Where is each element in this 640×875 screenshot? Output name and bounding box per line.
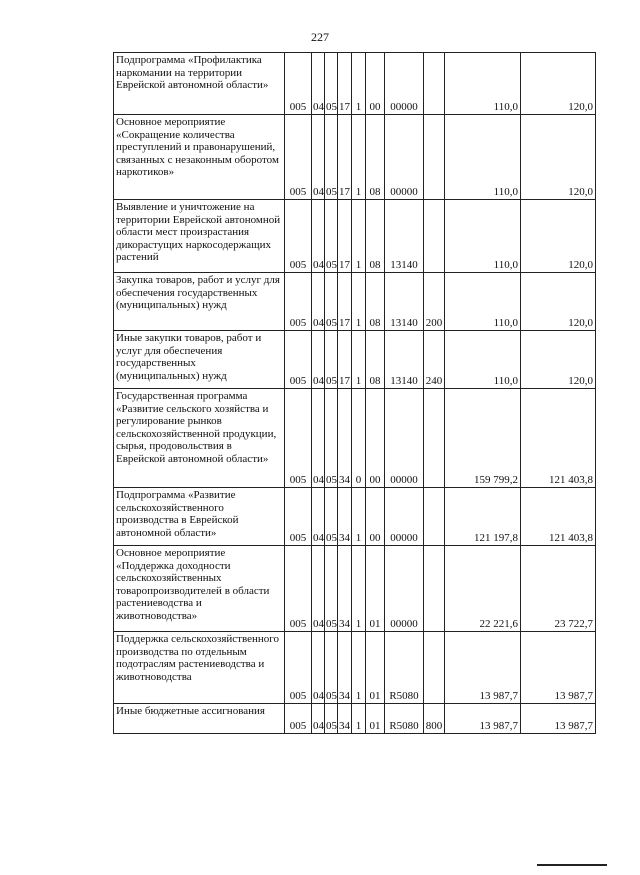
expense-code: 13140 [385, 273, 424, 331]
amount-2: 121 403,8 [521, 389, 596, 488]
program-code: 17 [338, 200, 352, 273]
row-name: Выявление и уничтожение на территории Еврейской автономной области мест произрастания дикорастущих наркосодержащих растений [114, 200, 285, 273]
ministry-code: 005 [285, 53, 312, 115]
table-row [114, 704, 596, 734]
row-name: Закупка товаров, работ и услуг для обеспечения государственных (муниципальных) нужд [114, 273, 285, 331]
section-code: 04 [312, 389, 325, 488]
row-name: Основное мероприятие «Сокращение количества преступлений и правонарушений, связанных с незаконным оборотом наркотиков» [114, 115, 285, 200]
table-row [114, 200, 596, 273]
section-code: 04 [312, 488, 325, 546]
subprogram-code: 1 [352, 273, 366, 331]
table-row [114, 115, 596, 200]
section-code: 04 [312, 704, 325, 734]
row-name: Подпрограмма «Профилактика наркомании на территории Еврейской автономной области» [114, 53, 285, 115]
direction-code: 00 [366, 53, 385, 115]
expense-code: 00000 [385, 488, 424, 546]
section-code: 04 [312, 200, 325, 273]
section-code: 04 [312, 273, 325, 331]
subsection-code: 05 [325, 273, 338, 331]
direction-code: 00 [366, 389, 385, 488]
direction-code: 08 [366, 115, 385, 200]
section-code: 04 [312, 331, 325, 389]
section-code: 04 [312, 115, 325, 200]
expense-code: 13140 [385, 200, 424, 273]
expense-type-code [424, 632, 445, 704]
program-code: 34 [338, 704, 352, 734]
subprogram-code: 1 [352, 115, 366, 200]
row-name: Основное мероприятие «Поддержка доходности сельскохозяйственных товаропроизводителей в области растениеводства и животноводства» [114, 546, 285, 632]
amount-1: 110,0 [445, 331, 521, 389]
amount-1: 110,0 [445, 273, 521, 331]
expense-type-code [424, 488, 445, 546]
ministry-code: 005 [285, 704, 312, 734]
direction-code: 01 [366, 704, 385, 734]
expense-type-code [424, 546, 445, 632]
subsection-code: 05 [325, 389, 338, 488]
program-code: 34 [338, 488, 352, 546]
program-code: 34 [338, 632, 352, 704]
ministry-code: 005 [285, 632, 312, 704]
expense-code: 00000 [385, 546, 424, 632]
ministry-code: 005 [285, 389, 312, 488]
expense-type-code [424, 200, 445, 273]
amount-2: 121 403,8 [521, 488, 596, 546]
expense-type-code [424, 53, 445, 115]
ministry-code: 005 [285, 200, 312, 273]
expense-code: 00000 [385, 389, 424, 488]
subsection-code: 05 [325, 704, 338, 734]
program-code: 17 [338, 115, 352, 200]
ministry-code: 005 [285, 488, 312, 546]
amount-2: 13 987,7 [521, 632, 596, 704]
subprogram-code: 1 [352, 704, 366, 734]
table-row [114, 53, 596, 115]
row-name: Поддержка сельскохозяйственного производства по отдельным подотраслям растениеводства и животноводства [114, 632, 285, 704]
amount-2: 120,0 [521, 200, 596, 273]
expense-code: R5080 [385, 632, 424, 704]
ministry-code: 005 [285, 273, 312, 331]
subsection-code: 05 [325, 488, 338, 546]
footer-rule [537, 864, 607, 866]
expense-type-code: 200 [424, 273, 445, 331]
direction-code: 08 [366, 331, 385, 389]
subsection-code: 05 [325, 546, 338, 632]
subsection-code: 05 [325, 331, 338, 389]
table-row [114, 331, 596, 389]
amount-1: 159 799,2 [445, 389, 521, 488]
row-name: Иные бюджетные ассигнования [114, 704, 285, 734]
program-code: 17 [338, 331, 352, 389]
table-row [114, 488, 596, 546]
amount-1: 22 221,6 [445, 546, 521, 632]
direction-code: 08 [366, 200, 385, 273]
expense-type-code [424, 115, 445, 200]
ministry-code: 005 [285, 115, 312, 200]
expense-type-code [424, 389, 445, 488]
subsection-code: 05 [325, 632, 338, 704]
subprogram-code: 0 [352, 389, 366, 488]
expense-code: 00000 [385, 53, 424, 115]
subprogram-code: 1 [352, 53, 366, 115]
table-row [114, 546, 596, 632]
amount-1: 121 197,8 [445, 488, 521, 546]
amount-2: 23 722,7 [521, 546, 596, 632]
program-code: 17 [338, 273, 352, 331]
row-name: Иные закупки товаров, работ и услуг для обеспечения государственных (муниципальных) нужд [114, 331, 285, 389]
expense-type-code: 800 [424, 704, 445, 734]
subprogram-code: 1 [352, 488, 366, 546]
amount-1: 110,0 [445, 115, 521, 200]
subsection-code: 05 [325, 115, 338, 200]
amount-2: 120,0 [521, 115, 596, 200]
amount-2: 120,0 [521, 331, 596, 389]
amount-2: 13 987,7 [521, 704, 596, 734]
row-name: Государственная программа «Развитие сельского хозяйства и регулирование рынков сельскохозяйственной продукции, сырья, продовольствия в Еврейской автономной области» [114, 389, 285, 488]
direction-code: 00 [366, 488, 385, 546]
program-code: 17 [338, 53, 352, 115]
direction-code: 01 [366, 546, 385, 632]
ministry-code: 005 [285, 331, 312, 389]
subprogram-code: 1 [352, 200, 366, 273]
section-code: 04 [312, 632, 325, 704]
subprogram-code: 1 [352, 546, 366, 632]
subprogram-code: 1 [352, 632, 366, 704]
amount-1: 13 987,7 [445, 704, 521, 734]
amount-2: 120,0 [521, 273, 596, 331]
section-code: 04 [312, 53, 325, 115]
row-name: Подпрограмма «Развитие сельскохозяйственного производства в Еврейской автономной области» [114, 488, 285, 546]
ministry-code: 005 [285, 546, 312, 632]
subsection-code: 05 [325, 200, 338, 273]
program-code: 34 [338, 389, 352, 488]
direction-code: 01 [366, 632, 385, 704]
amount-1: 110,0 [445, 53, 521, 115]
expense-code: R5080 [385, 704, 424, 734]
subprogram-code: 1 [352, 331, 366, 389]
table-row [114, 389, 596, 488]
table-row [114, 273, 596, 331]
page-number: 227 [311, 30, 329, 44]
amount-2: 120,0 [521, 53, 596, 115]
expense-code: 00000 [385, 115, 424, 200]
expense-type-code: 240 [424, 331, 445, 389]
direction-code: 08 [366, 273, 385, 331]
budget-table [113, 52, 596, 734]
amount-1: 110,0 [445, 200, 521, 273]
section-code: 04 [312, 546, 325, 632]
program-code: 34 [338, 546, 352, 632]
subsection-code: 05 [325, 53, 338, 115]
amount-1: 13 987,7 [445, 632, 521, 704]
table-row [114, 632, 596, 704]
expense-code: 13140 [385, 331, 424, 389]
